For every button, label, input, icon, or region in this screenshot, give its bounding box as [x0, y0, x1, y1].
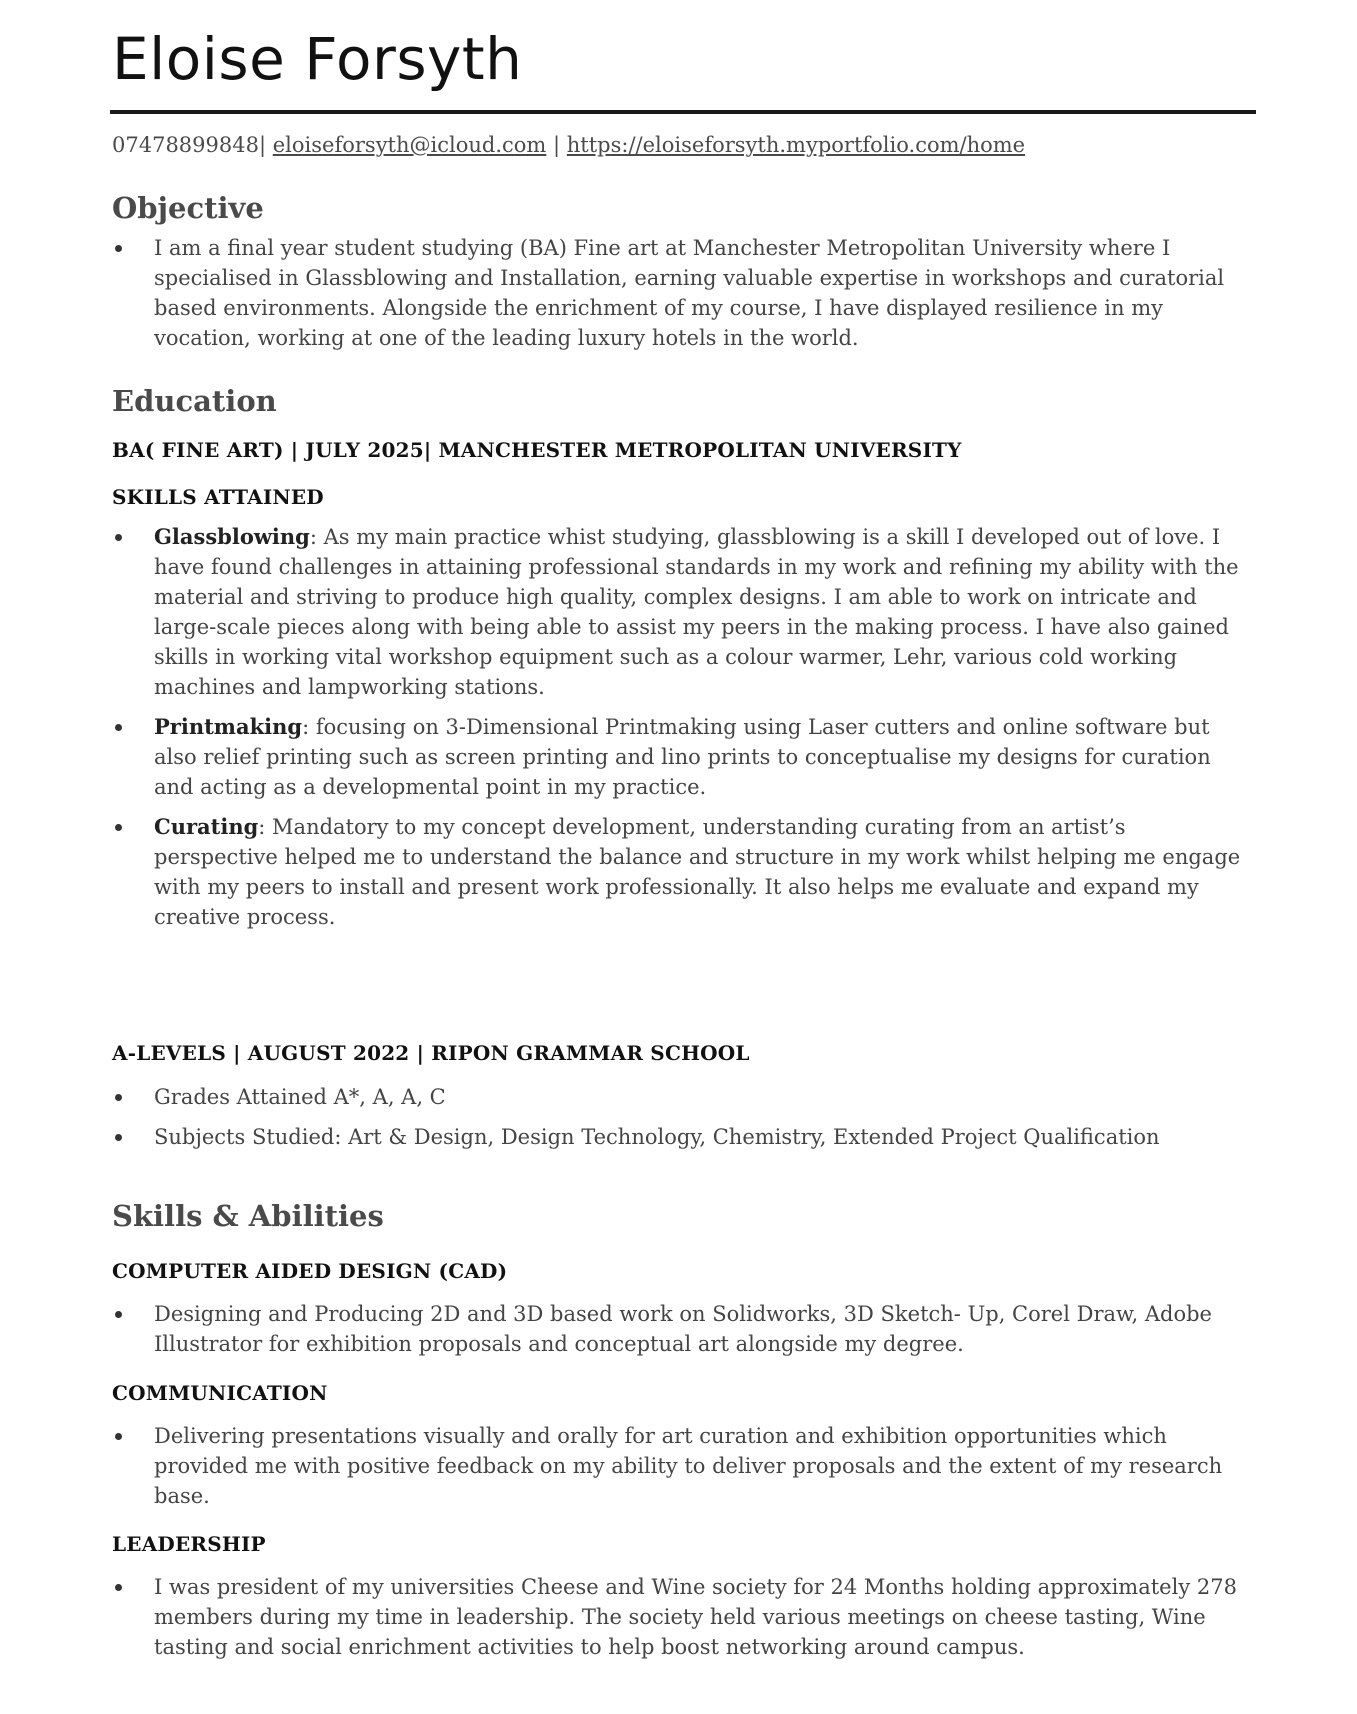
- list-item: Delivering presentations visually and orally for art curation and exhibition opportunities which provided me with positive feedback on my ability to deliver proposals and the extent of my research base.: [112, 1421, 1252, 1511]
- candidate-name: Eloise Forsyth: [112, 25, 523, 93]
- skill-description: : As my main practice whist studying, glassblowing is a skill I developed out of love. I have found challenges in attaining professional standards in my work and refining my ability with the material and striving to produce high quality, complex designs. I am able to work on intricate and large-scale pieces along with being able to assist my peers in the making process. I have also gained skills in working vital workshop equipment such as a colour warmer, Lehr, various cold working machines and lampworking stations.: [154, 525, 1239, 699]
- skill-description: : focusing on 3-Dimensional Printmaking using Laser cutters and online software but also relief printing such as screen printing and lino prints to conceptualise my designs for curation and acting as a developmental point in my practice.: [154, 715, 1211, 799]
- skill-label: Glassblowing: [154, 524, 310, 549]
- leadership-title: LEADERSHIP: [112, 1532, 266, 1556]
- list-item: [112, 522, 1252, 702]
- cad-title: COMPUTER AIDED DESIGN (CAD): [112, 1259, 508, 1283]
- objective-heading: Objective: [112, 191, 264, 225]
- skill-label: Curating: [154, 814, 259, 839]
- objective-list: [112, 233, 1252, 363]
- list-item: Subjects Studied: Art & Design, Design Technology, Chemistry, Extended Project Qualification: [112, 1122, 1252, 1152]
- name-divider: [110, 110, 1256, 114]
- education-heading: Education: [112, 384, 277, 418]
- communication-title: COMMUNICATION: [112, 1381, 328, 1405]
- portfolio-link[interactable]: https://eloiseforsyth.myportfolio.com/home: [566, 133, 1026, 157]
- email-link[interactable]: eloiseforsyth@icloud.com: [272, 133, 547, 157]
- skill-description: : Mandatory to my concept development, understanding curating from an artist’s perspective helped me to understand the balance and structure in my work whilst helping me engage with my peers to install and present work professionally. It also helps me evaluate and expand my creative process.: [154, 815, 1241, 929]
- phone-number: 07478899848: [112, 133, 259, 157]
- objective-text: I am a final year student studying (BA) Fine art at Manchester Metropolitan University where I specialised in Glassblowing and Installation, earning valuable expertise in workshops and curatorial based environments. Alongside the enrichment of my course, I have displayed resilience in my vocation, working at one of the leading luxury hotels in the world.: [112, 233, 1252, 353]
- alevels-list: [112, 1082, 1252, 1162]
- separator: |: [258, 133, 273, 157]
- alevels-title: A-LEVELS | AUGUST 2022 | RIPON GRAMMAR SCHOOL: [112, 1041, 750, 1065]
- list-item: Grades Attained A*, A, A, C: [112, 1082, 1252, 1112]
- cad-list: [112, 1299, 1252, 1369]
- degree-title: BA( FINE ART) | JULY 2025| MANCHESTER METROPOLITAN UNIVERSITY: [112, 438, 962, 462]
- list-item: [112, 712, 1252, 802]
- skill-label: Printmaking: [154, 714, 303, 739]
- list-item: I was president of my universities Cheese and Wine society for 24 Months holding approximately 278 members during my time in leadership. The society held various meetings on cheese tasting, Wine tasting and social enrichment activities to help boost networking around campus.: [112, 1572, 1252, 1662]
- list-item: Designing and Producing 2D and 3D based work on Solidworks, 3D Sketch- Up, Corel Draw, Adobe Illustrator for exhibition proposals and conceptual art alongside my degree.: [112, 1299, 1252, 1359]
- list-item: [112, 812, 1252, 932]
- skills-abilities-heading: Skills & Abilities: [112, 1199, 384, 1233]
- separator: |: [546, 133, 567, 157]
- communication-list: [112, 1421, 1252, 1521]
- leadership-list: [112, 1572, 1252, 1672]
- skills-attained-heading: SKILLS ATTAINED: [112, 485, 324, 509]
- contact-line: [112, 133, 1025, 157]
- skills-attained-list: [112, 522, 1252, 942]
